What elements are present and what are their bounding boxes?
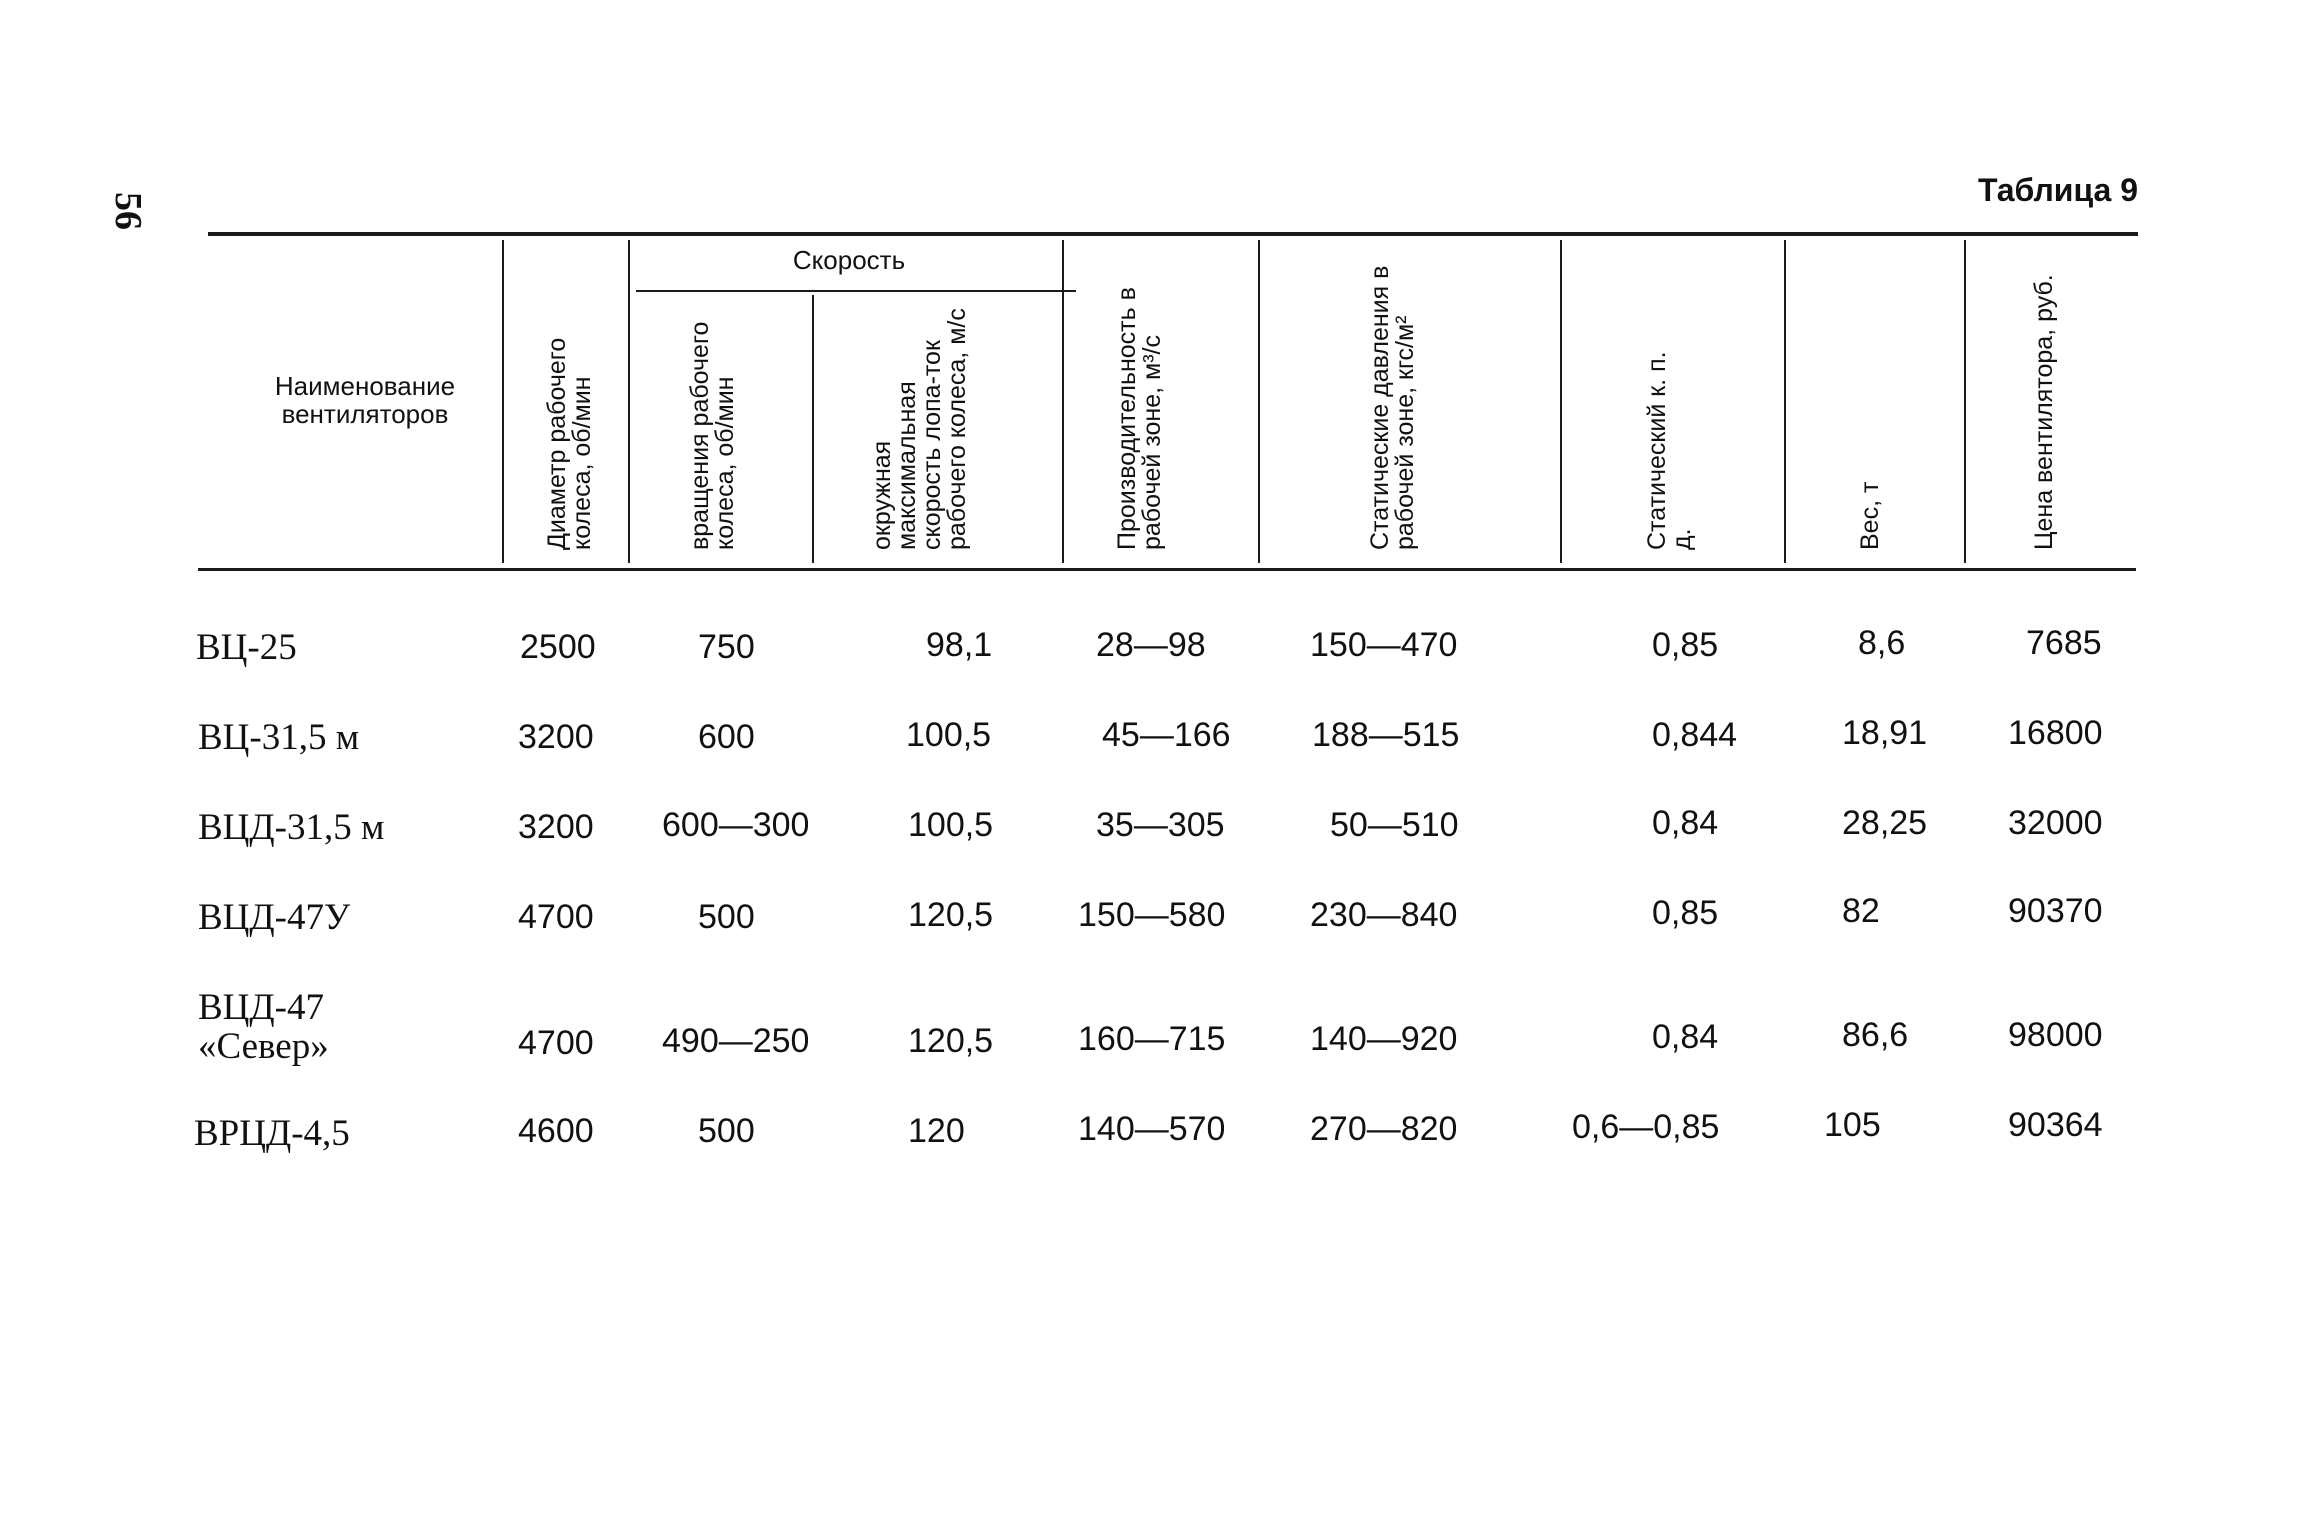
cell-tip-speed: 120,5 <box>908 896 994 934</box>
cell-rotation: 750 <box>698 628 755 666</box>
cell-efficiency: 0,84 <box>1652 804 1719 842</box>
cell-pressure: 150—470 <box>1310 626 1458 664</box>
cell-name: ВЦД-47У <box>198 897 351 938</box>
cell-diameter: 4600 <box>518 1112 594 1150</box>
cell-pressure: 230—840 <box>1310 896 1458 934</box>
cell-rotation: 490—250 <box>662 1022 810 1060</box>
cell-capacity: 160—715 <box>1078 1020 1226 1058</box>
header-rotation: вращения рабочего колеса, об/мин <box>686 321 739 550</box>
column-divider <box>812 295 814 563</box>
cell-pressure: 50—510 <box>1330 806 1459 844</box>
cell-weight: 8,6 <box>1858 624 1906 662</box>
cell-capacity: 28—98 <box>1096 626 1206 664</box>
column-divider <box>1784 240 1786 563</box>
cell-name: ВЦ-31,5 м <box>198 717 360 758</box>
cell-capacity: 35—305 <box>1096 806 1225 844</box>
cell-tip-speed: 100,5 <box>908 806 994 844</box>
column-divider <box>628 240 630 563</box>
cell-rotation: 500 <box>698 1112 755 1150</box>
cell-weight: 28,25 <box>1842 804 1928 842</box>
cell-diameter: 3200 <box>518 718 594 756</box>
table-top-rule <box>208 232 2138 236</box>
column-divider <box>502 240 504 563</box>
cell-price: 32000 <box>2008 804 2103 842</box>
cell-rotation: 600 <box>698 718 755 756</box>
header-bottom-rule <box>198 568 2136 571</box>
cell-name: ВРЦД-4,5 <box>194 1113 350 1154</box>
cell-rotation: 500 <box>698 898 755 936</box>
header-pressure: Статические давления в рабочей зоне, кгс/м² <box>1366 265 1419 550</box>
page-number: 56 <box>107 192 149 230</box>
table-caption: Таблица 9 <box>1977 172 2138 208</box>
column-divider <box>1560 240 1562 563</box>
cell-weight: 18,91 <box>1842 714 1928 752</box>
column-divider <box>1964 240 1966 563</box>
cell-capacity: 140—570 <box>1078 1110 1226 1148</box>
header-capacity: Производительность в рабочей зоне, м³/с <box>1113 287 1166 550</box>
header-efficiency: Статический к. п. д. <box>1643 351 1696 550</box>
cell-weight: 86,6 <box>1842 1016 1909 1054</box>
cell-price: 7685 <box>2026 624 2102 662</box>
header-price: Цена вентилятора, руб. <box>2030 274 2058 550</box>
cell-price: 90370 <box>2008 892 2103 930</box>
cell-diameter: 4700 <box>518 898 594 936</box>
header-speed-group: Скорость <box>792 245 906 275</box>
cell-pressure: 188—515 <box>1312 716 1460 754</box>
speed-group-rule <box>636 290 1076 292</box>
cell-capacity: 45—166 <box>1102 716 1231 754</box>
cell-name: ВЦД-31,5 м <box>198 807 385 848</box>
header-diameter: Диаметр рабочего колеса, об/мин <box>543 337 596 550</box>
cell-weight: 105 <box>1824 1106 1881 1144</box>
cell-diameter: 3200 <box>518 808 594 846</box>
cell-pressure: 270—820 <box>1310 1110 1458 1148</box>
header-name: Наименование вентиляторов <box>274 371 456 429</box>
cell-name: ВЦ-25 <box>196 627 297 668</box>
cell-efficiency: 0,6—0,85 <box>1572 1108 1720 1146</box>
cell-capacity: 150—580 <box>1078 896 1226 934</box>
cell-price: 16800 <box>2008 714 2103 752</box>
cell-price: 98000 <box>2008 1016 2103 1054</box>
cell-efficiency: 0,85 <box>1652 626 1719 664</box>
cell-tip-speed: 120 <box>908 1112 965 1150</box>
cell-pressure: 140—920 <box>1310 1020 1458 1058</box>
column-divider <box>1062 240 1064 563</box>
cell-price: 90364 <box>2008 1106 2103 1144</box>
cell-diameter: 2500 <box>520 628 596 666</box>
column-divider <box>1258 240 1260 563</box>
header-weight: Вес, т <box>1856 481 1884 550</box>
cell-tip-speed: 100,5 <box>906 716 992 754</box>
cell-efficiency: 0,85 <box>1652 894 1719 932</box>
cell-tip-speed: 120,5 <box>908 1022 994 1060</box>
cell-weight: 82 <box>1842 892 1880 930</box>
cell-diameter: 4700 <box>518 1024 594 1062</box>
cell-efficiency: 0,84 <box>1652 1018 1719 1056</box>
header-tip-speed: окружная максимальная скорость лопа-ток рабочего колеса, м/с <box>868 308 971 550</box>
cell-name: ВЦД-47 «Север» <box>198 987 329 1067</box>
cell-rotation: 600—300 <box>662 806 810 844</box>
cell-efficiency: 0,844 <box>1652 716 1738 754</box>
cell-tip-speed: 98,1 <box>926 626 993 664</box>
